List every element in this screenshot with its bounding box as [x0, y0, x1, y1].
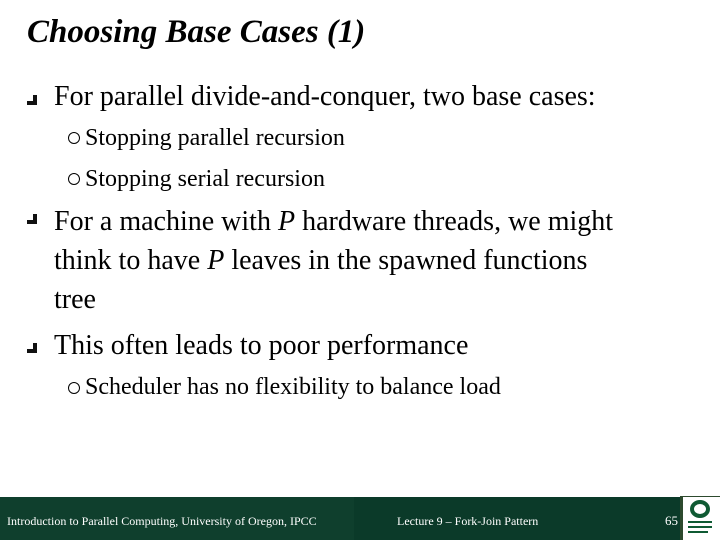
- footer-course-title: Introduction to Parallel Computing, University of Oregon, IPCC: [7, 514, 317, 528]
- bullet-2-line-2: [54, 241, 587, 280]
- bullet-3-sub-1: Scheduler has no flexibility to balance load: [85, 374, 501, 400]
- bullet-2-line-1: [54, 202, 613, 241]
- square-bullet-icon: [27, 343, 37, 353]
- square-bullet-icon: [27, 214, 37, 224]
- bullet-2-line-2-b: leaves in the spawned functions: [224, 245, 588, 276]
- bullet-2-line-2-a: think to have: [54, 245, 208, 276]
- circle-bullet-icon: [68, 173, 80, 185]
- logo-wordmark-line: [688, 526, 712, 528]
- bullet-1-sub-2: Stopping serial recursion: [85, 166, 325, 192]
- bullet-3-text: This often leads to poor performance: [54, 330, 469, 361]
- variable-p: P: [207, 245, 225, 276]
- bullet-2-line-1-a: For a machine with: [54, 206, 278, 237]
- bullet-1-sub-1: Stopping parallel recursion: [85, 125, 345, 151]
- slide-title: Choosing Base Cases (1): [27, 14, 366, 50]
- bullet-1-text: For parallel divide-and-conquer, two base cases:: [54, 81, 596, 112]
- bullet-2-line-1-b: hardware threads, we might: [295, 206, 614, 237]
- oregon-o-icon: [690, 500, 710, 518]
- circle-bullet-icon: [68, 382, 80, 394]
- variable-p: P: [277, 206, 296, 237]
- circle-bullet-icon: [68, 132, 80, 144]
- page-number: 65: [665, 513, 678, 528]
- footer-lecture-title: Lecture 9 – Fork-Join Pattern: [397, 514, 539, 528]
- logo-wordmark-line: [688, 531, 708, 533]
- bullet-2-line-3: tree: [54, 284, 96, 315]
- square-bullet-icon: [27, 95, 37, 105]
- logo-wordmark-line: [688, 521, 712, 523]
